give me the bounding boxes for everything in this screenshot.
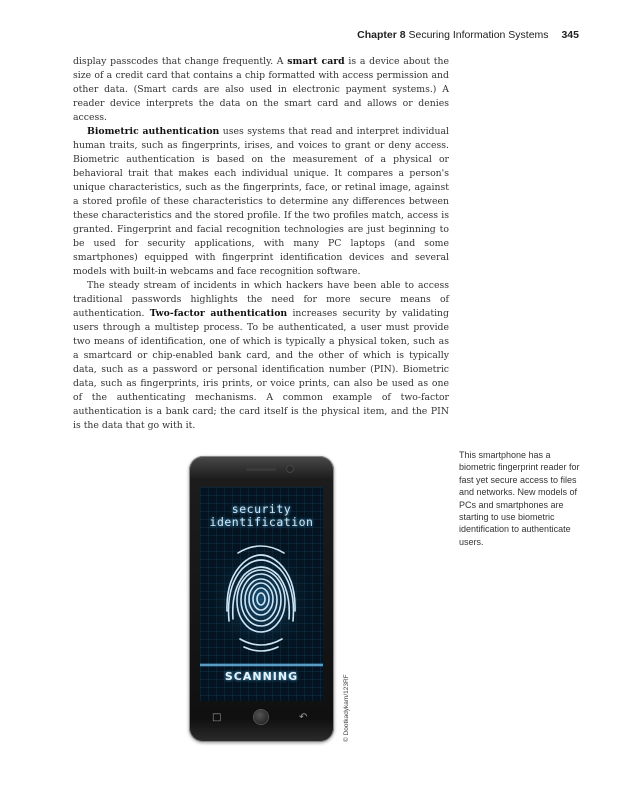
home-button-icon: [254, 710, 268, 724]
phone-screen: [200, 487, 323, 701]
page-number: 345: [561, 29, 579, 41]
earpiece: [246, 468, 276, 471]
screen-heading-line1: security: [231, 502, 292, 516]
paragraph-biometric: [73, 125, 449, 279]
figure-caption: This smartphone has a biometric fingerprint reader for fast yet secure access to files and networks. New models of PCs and smartphones are starting to use biometric identification to authenticate users.: [459, 450, 580, 547]
recent-apps-icon: □: [212, 712, 222, 723]
paragraph-two-factor: [73, 279, 449, 433]
paragraph-smart-card: [73, 55, 449, 125]
screen-heading: [200, 503, 323, 529]
screen-heading-line2: identification: [209, 515, 314, 529]
photo-credit: © Dootkadykam/123RF: [343, 674, 350, 742]
paragraph-text: is a device about the size of a credit card that contains a chip formatted with access permission and other data. (Smart cards are also used in electronic payment systems.) A reader device interprets the data on the smart card and allows or denies access.: [73, 56, 449, 123]
key-term-biometric-authentication: Biometric authentication: [87, 126, 220, 137]
chapter-label: Chapter 8: [357, 29, 406, 41]
paragraph-text: The steady stream of incidents in which hackers have been able to access traditional passwords highlights the need for more secure means of authentication.: [73, 280, 449, 319]
key-term-two-factor-authentication: Two-factor authentication: [149, 308, 288, 319]
smartphone-figure: [189, 456, 334, 742]
body-text: [73, 55, 449, 433]
running-header: [357, 29, 579, 41]
key-term-smart-card: smart card: [287, 56, 345, 67]
paragraph-text: increases security by validating users through a multistep process. To be authenticated, a user must provide two means of identification, one of which is typically a physical token, such as a smartcard or chip-enabled bank card, and the other of which is typically data, such as a password or personal identification number (PIN). Biometric data, such as fingerprints, iris prints, or voice prints, can also be used as one of the authenticating mechanisms. A common example of two-factor authentication is a bank card; the card itself is the physical item, and the PIN is the data that go with it.: [73, 308, 449, 431]
paragraph-text: uses systems that read and interpret individual human traits, such as fingerprints, irises, and voices to grant or deny access. Biometric authentication is based on the measurement of a physical or behavioral trait that makes each individual unique. It compares a person's unique characteristics, such as the fingerprints, face, or retinal image, against a stored profile of these characteristics to determine any differences between these characteristics and the stored profile. If the two profiles match, access is granted. Fingerprint and facial recognition technologies are just beginning to be used for security applications, with many PC laptops (and some smartphones) equipped with fingerprint identification devices and several models with built-in webcams and face recognition software.: [73, 126, 449, 277]
scanning-status: SCANNING: [224, 670, 299, 683]
front-camera: [287, 466, 293, 472]
back-icon: ↶: [299, 712, 308, 723]
paragraph-text: display passcodes that change frequently. A: [73, 56, 288, 67]
chapter-title: Securing Information Systems: [408, 29, 549, 41]
